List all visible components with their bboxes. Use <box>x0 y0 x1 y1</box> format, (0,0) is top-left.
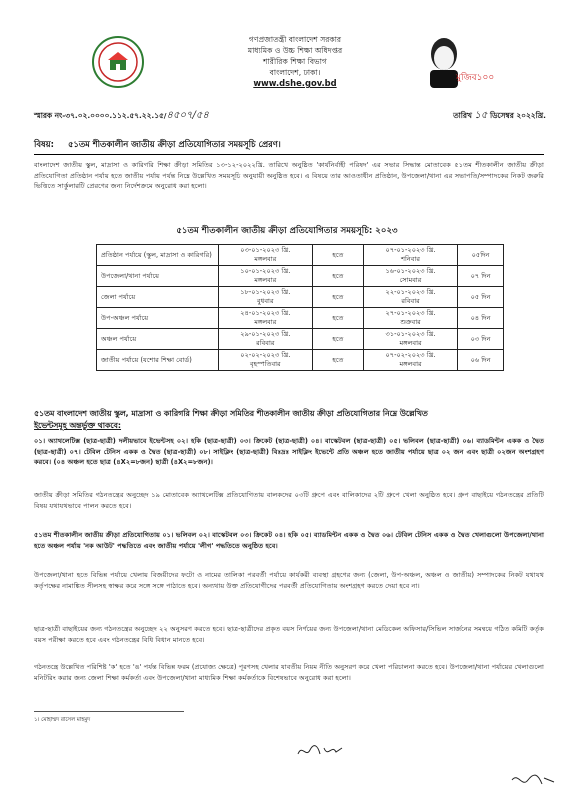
subject-line <box>34 138 544 155</box>
from-date: ০৩-০১-২০২৩ খ্রি. <box>240 246 291 254</box>
date-rest: ডিসেম্বর ২০২২খ্রি. <box>489 111 546 120</box>
until-date: ২৭-০১-২০২৩ খ্রি. <box>385 309 436 317</box>
days-cell: ০৫ দিন <box>458 287 504 308</box>
level-cell: অঞ্চল পর্যায়ে <box>97 329 219 350</box>
subject-text: ৫১তম শীতকালীন জাতীয় ক্রীড়া প্রতিযোগিতার সময়সূচি প্রেরণ। <box>67 139 281 149</box>
portrait-icon <box>420 30 495 92</box>
to-cell: হতে <box>312 329 363 350</box>
athletics-paragraph: জাতীয় ক্রীড়া সমিতির গঠনতন্ত্রের অনুচ্ছেদ ১৯ মোতাবেক অ্যাথলেটিক্স প্রতিযোগিতায় বালকদের ০৩টি গ্রুপে এবং বালিকাদের ২টি গ্রুপে খেলা অনুষ্ঠিত হবে। গ্রুপ বাছাইয়ে গঠনতন্ত্রের প্রতিটি বিষয় যথাযথভাবে পালন করতে হবে। <box>34 491 544 510</box>
days-cell: ০৫দিন <box>458 245 504 266</box>
from-day: রবিবার <box>256 339 275 347</box>
from-date-cell <box>218 308 312 329</box>
photos-paragraph: উপজেলা/থানা হতে বিভিন্ন পর্যায়ে খেলায় বিজয়ীদের ফটো ও নামের তালিকা পরবর্তী পর্যায়ে কার্যকরী ব্যবস্থা গ্রহণের জন্য (জেলা, উপ-অঞ্চল, অঞ্চল ও জাতীয়) সম্পাদকের নিকট যথাযথ কর্তৃপক্ষের নামাঙ্কিত সীলসহ স্বাক্ষর করে সঙ্গে সঙ্গে পাঠাতে হবে। অন্যথায় উক্ত প্রতিযোগীদের পরবর্তী প্রতিযোগিতায় অংশগ্রহণ করতে দেয়া হবে না। <box>34 571 544 590</box>
to-cell: হতে <box>312 287 363 308</box>
footnote-divider <box>34 711 184 712</box>
events-list-paragraph: ০১। অ্যাথলেটিক্স (ছাত্র-ছাত্রী) দলীয়ভাবে ইভেন্টসহ ০২। হকি (ছাত্র-ছাত্রী) ০৩। ক্রিকেট (ছাত্র-ছাত্রী) ০৪। বাস্কেটবল (ছাত্র-ছাত্রী) ০৫। ভলিবল (ছাত্র-ছাত্রী) ০৬। ব্যাডমিন্টন একক ও দ্বৈত (ছাত্র-ছাত্রী) ০৭। টেবিল টেনিস একক ও দ্বৈত (ছাত্র-ছাত্রী) ০৮। সাইক্লিং (ছাত্র-ছাত্রী) বিঃদ্রঃ সাইক্লিং ইভেন্টে প্রতি অঞ্চল হতে জাতীয় পর্যায়ে ছাত্র ০২ জন এবং ছাত্রী ০২জন অংশগ্রহণ করবে। (০৪ অঞ্চল হতে ছাত্র (৪X২=৮জন) ছাত্রী (৪X২=৮জন)। <box>34 437 544 467</box>
from-date-cell <box>218 287 312 308</box>
until-day: রবিবার <box>401 297 420 305</box>
level-cell: জেলা পর্যায়ে <box>97 287 219 308</box>
until-date-cell <box>363 266 457 287</box>
letterhead <box>200 34 390 89</box>
date-label: তারিখ <box>453 111 472 120</box>
from-day: মঙ্গলবার <box>254 276 277 284</box>
age-verification-paragraph: ছাত্র-ছাত্রী বাছাইয়ের জন্য গঠনতন্ত্রের অনুচ্ছেদ ২২ অনুসরণ করতে হবে। ছাত্র-ছাত্রীদের প্রকৃত বয়স নির্ণয়ের জন্য উপজেলা/থানা মেডিকেল অফিসার/সিভিল সার্জনের সমন্বয়ে গঠিত কমিটি কর্তৃক বয়স পরীক্ষা করতে হবে এবং গঠনতন্ত্রের বিধি বিধান মানতে হবে। <box>34 625 544 644</box>
footnote: ১। মোহাম্মদ রাসেল মাহমুদ <box>34 717 91 723</box>
from-date: ২৯-০১-২০২৩ খ্রি. <box>240 330 291 338</box>
school-sports-association-logo <box>92 36 144 88</box>
mujib-100-logo <box>420 30 495 92</box>
from-date-cell <box>218 329 312 350</box>
level-cell: প্রতিষ্ঠান পর্যায়ে (স্কুল, মাদ্রাসা ও কারিগরি) <box>97 245 219 266</box>
level-cell: উপ-অঞ্চল পর্যায়ে <box>97 308 219 329</box>
corner-signature <box>510 770 556 790</box>
from-date-cell <box>218 245 312 266</box>
from-day: মঙ্গলবার <box>254 318 277 326</box>
rules-paragraph: গঠনতন্ত্রে উল্লেখিত পরিশিষ্ট 'ক' হতে 'ঙ' পর্যন্ত বিভিন্ন ফরম (প্রযোজ্য ক্ষেত্রে) পূরণসহ খেলার যাবতীয় নিয়ম নীতি অনুসরণ করে খেলা পরিচালনা করতে হবে। উপজেলা/থানা পর্যায়ের খেলাগুলো মনিটরিং করার জন্য জেলা শিক্ষা কর্মকর্তা এবং উপজেলা/থানা মাধ্যমিক শিক্ষা কর্মকর্তাকে বিশেষভাবে অনুরোধ করা হলো। <box>34 663 544 682</box>
initials-signature <box>296 742 344 760</box>
until-date-cell <box>363 308 457 329</box>
events-title-line2: ইভেন্টসমূহ অন্তর্ভুক্ত থাকবে: <box>34 421 122 430</box>
schedule-title: ৫১তম শীতকালীন জাতীয় ক্রীড়া প্রতিযোগিতার সময়সূচি: ২০২৩ <box>176 226 398 236</box>
table-row <box>97 245 504 266</box>
date-handwritten: ১৫ <box>474 110 488 121</box>
from-day: মঙ্গলবার <box>254 255 277 263</box>
until-date: ৩১-০১-২০২৩ খ্রি. <box>385 330 436 338</box>
until-date: ১৬-০১-২০২৩ খ্রি. <box>385 267 436 275</box>
events-title-line1: ৫১তম বাংলাদেশ জাতীয় স্কুল, মাদ্রাসা ও কারিগরি শিক্ষা ক্রীড়া সমিতির শীতকালীন জাতীয় ক্রীড়া প্রতিযোগিতার নিম্নে উল্লেখিত <box>34 409 428 418</box>
until-date: ২২-০১-২০২৩ খ্রি. <box>385 288 436 296</box>
events-section-title <box>34 408 544 432</box>
to-cell: হতে <box>312 350 363 371</box>
memo-number <box>34 108 209 125</box>
directorate-name: মাধ্যমিক ও উচ্চ শিক্ষা অধিদপ্তর <box>247 46 343 55</box>
until-day: মঙ্গলবার <box>399 339 422 347</box>
govt-name: গণপ্রজাতন্ত্রী বাংলাদেশ সরকার <box>248 35 342 44</box>
website-link[interactable]: www.dshe.gov.bd <box>253 78 337 88</box>
until-date-cell <box>363 287 457 308</box>
from-date: ০২-০২-২০২৩ খ্রি. <box>240 351 291 359</box>
until-day: শনিবার <box>401 255 421 263</box>
level-cell: উপজেলা/থানা পর্যায়ে <box>97 266 219 287</box>
from-day: বুধবার <box>257 297 274 305</box>
from-date-cell <box>218 266 312 287</box>
from-date: ১৮-০১-২০২৩ খ্রি. <box>240 288 291 296</box>
schedule-table <box>96 244 504 371</box>
to-cell: হতে <box>312 245 363 266</box>
days-cell: ০৪ দিন <box>458 308 504 329</box>
to-cell: হতে <box>312 266 363 287</box>
table-row <box>97 266 504 287</box>
until-date: ০৭-০১-২০২৩ খ্রি. <box>385 246 436 254</box>
days-cell: ০৭ দিন <box>458 266 504 287</box>
table-row <box>97 287 504 308</box>
days-cell: ০৬ দিন <box>458 350 504 371</box>
table-row <box>97 329 504 350</box>
emblem-icon <box>96 40 140 84</box>
from-date: ১০-০১-২০২৩ খ্রি. <box>240 267 291 275</box>
until-date-cell <box>363 245 457 266</box>
logo-label: মুজিব১০০ <box>456 73 495 83</box>
to-cell: হতে <box>312 308 363 329</box>
until-day: মঙ্গলবার <box>399 360 422 368</box>
knockout-paragraph: ৫১তম শীতকালীন জাতীয় ক্রীড়া প্রতিযোগিতায় ০১। ভলিবল ০২। বাস্কেটবল ০৩। ক্রিকেট ০৪। হকি ০৫। ব্যাডমিন্টন একক ও দ্বৈত ০৬। টেবিল টেনিস একক ও দ্বৈত খেলাগুলো উপজেলা/থানা হতে অঞ্চল পর্যায় 'নক আউট' পদ্ধতিতে এবং জাতীয় পর্যায়ে 'লীগ' পদ্ধতিতে অনুষ্ঠিত হবে। <box>34 531 544 550</box>
until-date-cell <box>363 329 457 350</box>
subject-label: বিষয়: <box>34 139 54 149</box>
from-date: ২৪-০১-২০২৩ খ্রি. <box>240 309 291 317</box>
table-row <box>97 350 504 371</box>
until-day: শুক্রবার <box>400 318 421 326</box>
until-date: ০৭-০২-২০২৩ খ্রি. <box>385 351 436 359</box>
until-date-cell <box>363 350 457 371</box>
intro-paragraph: বাংলাদেশ জাতীয় স্কুল, মাদ্রাসা ও কারিগরি শিক্ষা ক্রীড়া সমিতির ১৩-১২-২০২২খ্রি. তারিখে অনুষ্ঠিত 'কার্যনির্বাহী পরিষদ' এর সভার সিদ্ধান্ত মোতাবেক ৫১তম শীতকালীন জাতীয় ক্রীড়া প্রতিযোগিতা প্রতিষ্ঠান পর্যায় হতে জাতীয় পর্যায় পর্যন্ত নিম্নে উল্লেখিত সময়সূচি অনুযায়ী অনুষ্ঠিত হবে। এ বিষয়ে তার আওতাধীন প্রতিষ্ঠান, উপজেলা/থানা এর সভাপতি/সম্পাদকের নিকট জরুরি ভিত্তিতে সার্কুলারটি প্রেরণের জন্য নির্দেশক্রমে অনুরোধ করা হলো। <box>34 161 544 191</box>
from-date-cell <box>218 350 312 371</box>
memo-date <box>453 108 546 125</box>
memo-prefix: স্মারক নং-৩৭.০২.০০০০.১১২.৫৭.২২.১৫/ <box>34 111 167 120</box>
memo-handwritten: ৪৫০৭/৫৪ <box>166 110 209 121</box>
location: বাংলাদেশ, ঢাকা। <box>269 68 321 77</box>
memo-line <box>34 108 546 122</box>
from-day: বৃহস্পতিবার <box>249 360 281 368</box>
until-day: সোমবার <box>399 276 422 284</box>
table-row <box>97 308 504 329</box>
days-cell: ০৩ দিন <box>458 329 504 350</box>
department-name: শারীরিক শিক্ষা বিভাগ <box>263 57 327 66</box>
level-cell: জাতীয় পর্যায়ে (যশোর শিক্ষা বোর্ড) <box>97 350 219 371</box>
